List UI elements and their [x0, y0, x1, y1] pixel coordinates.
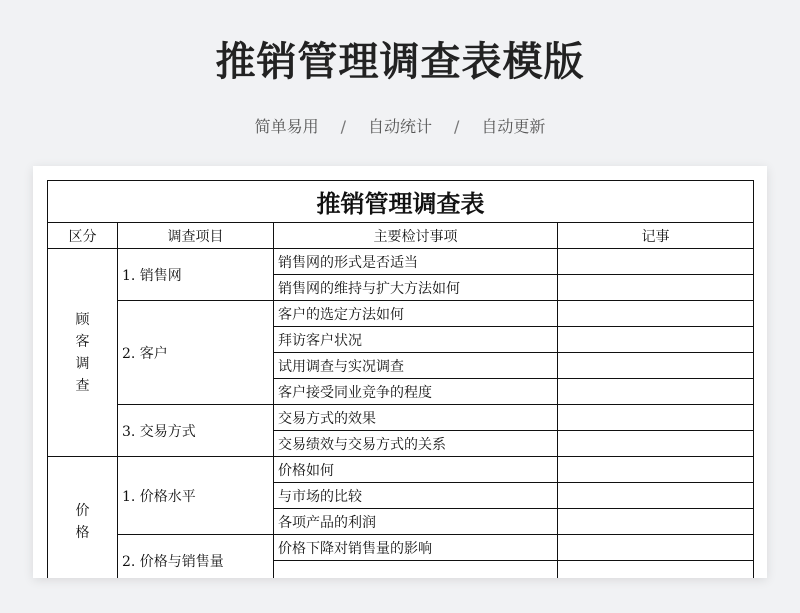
review-cell: 各项产品的利润 — [274, 509, 558, 535]
header-main-review: 主要检讨事项 — [274, 223, 558, 249]
notes-cell — [558, 301, 754, 327]
survey-table — [47, 180, 754, 578]
table-row — [48, 301, 754, 327]
tag-auto-update: 自动更新 — [481, 117, 546, 136]
spreadsheet-preview-card — [33, 166, 767, 578]
review-cell: 价格如何 — [274, 457, 558, 483]
notes-cell — [558, 405, 754, 431]
survey-item-cell: 1. 销售网 — [118, 249, 274, 301]
notes-cell — [558, 535, 754, 561]
notes-cell — [558, 483, 754, 509]
page-title: 推销管理调查表模版 — [215, 39, 585, 85]
review-cell: 交易方式的效果 — [274, 405, 558, 431]
tag-easy-to-use: 简单易用 — [254, 117, 319, 136]
category-char: 客 — [75, 333, 90, 350]
survey-item-cell: 2. 价格与销售量 — [118, 535, 274, 579]
survey-item-cell: 2. 客户 — [118, 301, 274, 405]
notes-cell — [558, 561, 754, 579]
category-char: 格 — [75, 524, 90, 541]
notes-cell — [558, 353, 754, 379]
notes-cell — [558, 457, 754, 483]
tag-separator: / — [454, 117, 460, 136]
feature-tags — [0, 114, 800, 137]
notes-cell — [558, 249, 754, 275]
category-char: 查 — [75, 377, 90, 394]
review-cell: 销售网的形式是否适当 — [274, 249, 558, 275]
review-cell — [274, 561, 558, 579]
review-cell: 销售网的维持与扩大方法如何 — [274, 275, 558, 301]
review-cell: 与市场的比较 — [274, 483, 558, 509]
review-cell: 拜访客户状况 — [274, 327, 558, 353]
survey-sheet — [47, 180, 754, 578]
notes-cell — [558, 509, 754, 535]
review-cell: 客户的选定方法如何 — [274, 301, 558, 327]
notes-cell — [558, 327, 754, 353]
table-row — [48, 249, 754, 275]
review-cell: 试用调查与实况调查 — [274, 353, 558, 379]
sheet-title: 推销管理调查表 — [48, 181, 754, 223]
notes-cell — [558, 431, 754, 457]
notes-cell — [558, 379, 754, 405]
header-notes: 记事 — [558, 223, 754, 249]
review-cell: 交易绩效与交易方式的关系 — [274, 431, 558, 457]
header-survey-item: 调查项目 — [118, 223, 274, 249]
category-cell-price — [48, 457, 118, 579]
tag-auto-statistics: 自动统计 — [367, 117, 432, 136]
header-category: 区分 — [48, 223, 118, 249]
category-cell-customer-survey — [48, 249, 118, 457]
review-cell: 价格下降对销售量的影响 — [274, 535, 558, 561]
survey-item-cell: 3. 交易方式 — [118, 405, 274, 457]
notes-cell — [558, 275, 754, 301]
table-row — [48, 457, 754, 483]
review-cell: 客户接受同业竞争的程度 — [274, 379, 558, 405]
tag-separator: / — [340, 117, 346, 136]
table-row — [48, 405, 754, 431]
header-row — [48, 223, 754, 249]
category-char: 顾 — [75, 311, 90, 328]
survey-item-cell: 1. 价格水平 — [118, 457, 274, 535]
category-char: 价 — [75, 502, 90, 519]
table-row — [48, 535, 754, 561]
category-char: 调 — [75, 355, 90, 372]
